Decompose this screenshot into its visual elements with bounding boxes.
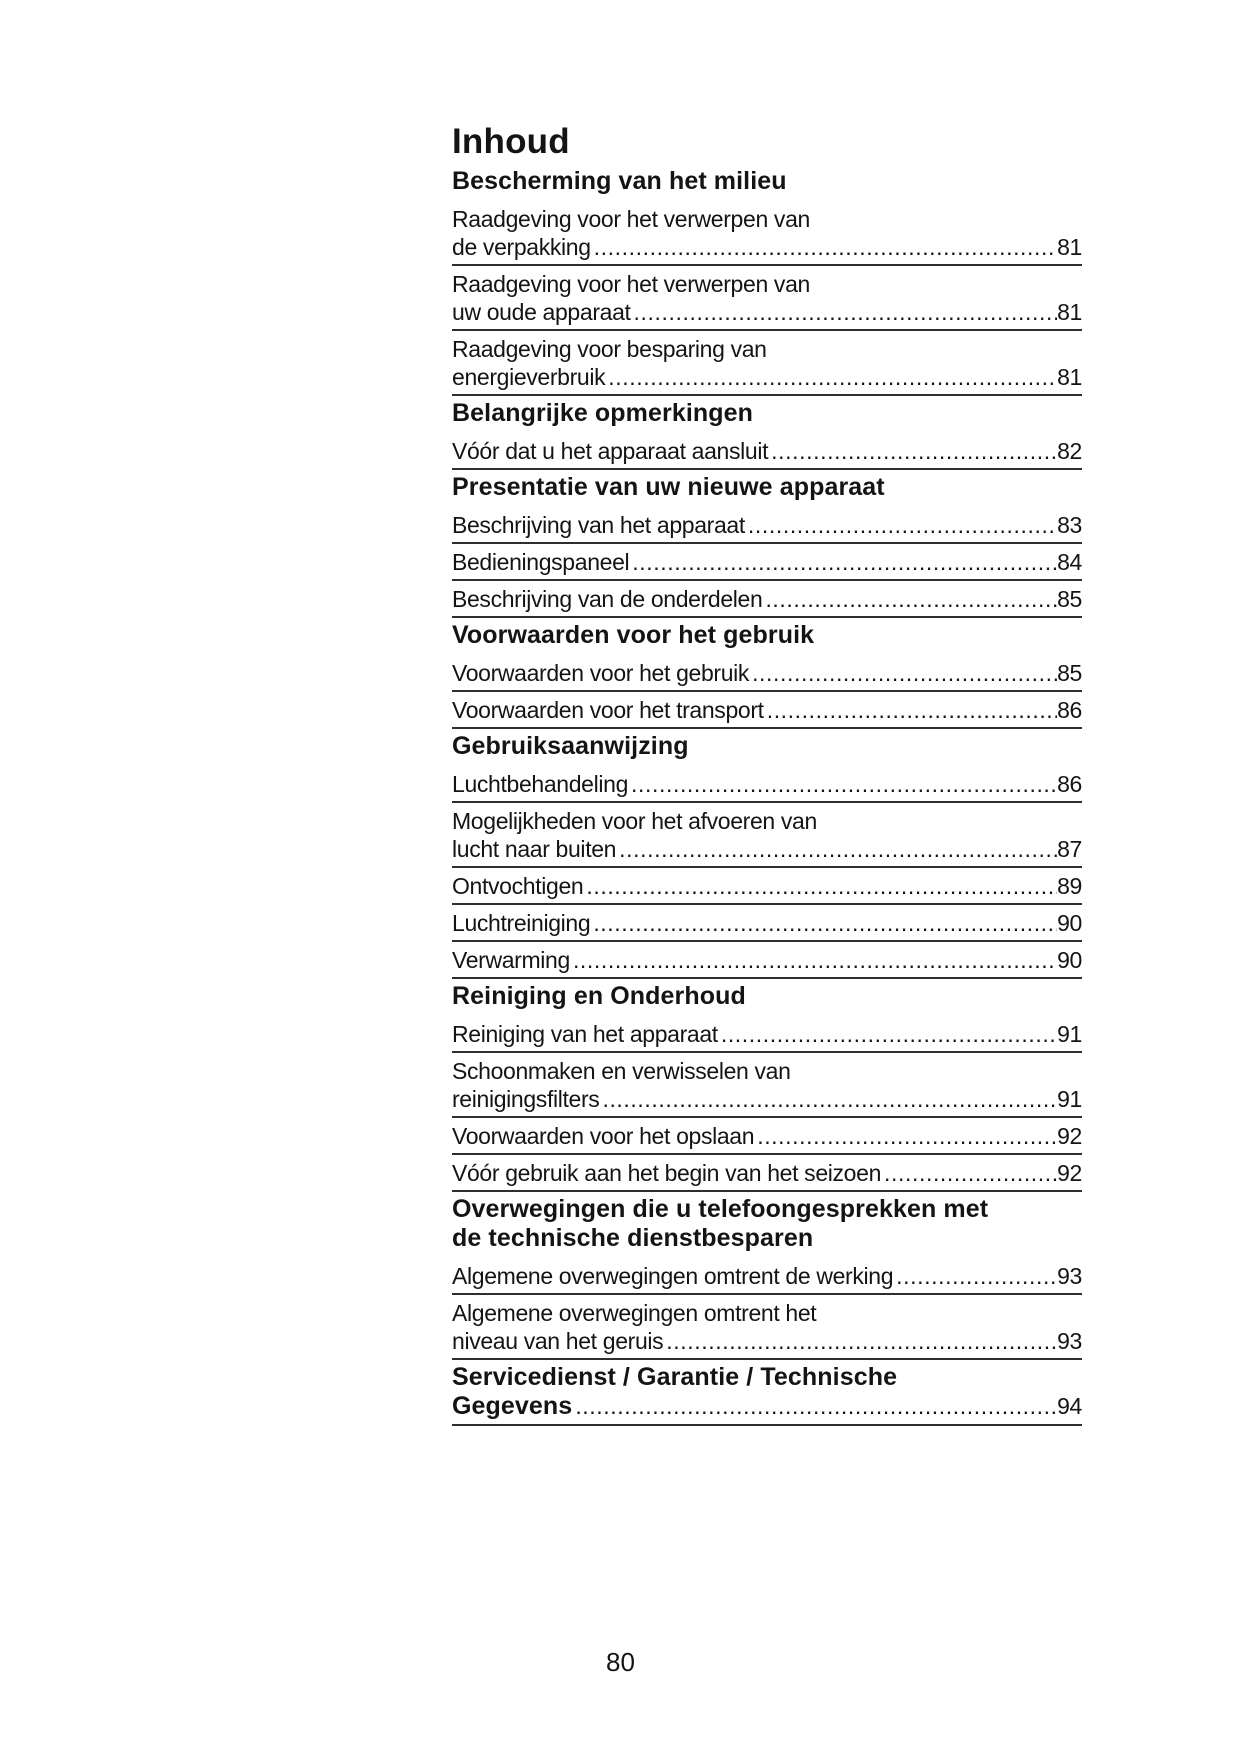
toc-line bbox=[452, 835, 1082, 863]
toc-entry-text: Algemene overwegingen omtrent het bbox=[452, 1300, 817, 1326]
toc-section bbox=[452, 1360, 1082, 1426]
toc-line bbox=[452, 1327, 1082, 1355]
dot-leader bbox=[586, 872, 1057, 900]
page-reference: 81 bbox=[1057, 234, 1082, 260]
dot-leader bbox=[608, 363, 1057, 391]
toc-section bbox=[452, 979, 1082, 1192]
section-heading bbox=[452, 1360, 1082, 1426]
toc-line bbox=[452, 1122, 1082, 1150]
page-reference: 86 bbox=[1057, 697, 1082, 723]
dot-leader bbox=[602, 1085, 1057, 1113]
toc-entry-text: Ontvochtigen bbox=[452, 873, 584, 899]
dot-leader bbox=[594, 233, 1057, 261]
toc-entry-text: Raadgeving voor besparing van bbox=[452, 336, 767, 362]
dot-leader bbox=[757, 1122, 1057, 1150]
toc-line bbox=[452, 298, 1082, 326]
toc-line bbox=[452, 1020, 1082, 1048]
section-heading bbox=[452, 729, 1082, 766]
toc-entry-text: Mogelijkheden voor het afvoeren van bbox=[452, 808, 817, 834]
section-heading bbox=[452, 164, 1082, 201]
dot-leader bbox=[634, 298, 1058, 326]
toc-entry-text: Voorwaarden voor het transport bbox=[452, 697, 764, 723]
dot-leader bbox=[631, 770, 1057, 798]
dot-leader bbox=[765, 585, 1057, 613]
page-reference: 92 bbox=[1057, 1160, 1082, 1186]
toc-line bbox=[452, 1392, 1082, 1421]
page-reference: 86 bbox=[1057, 771, 1082, 797]
toc-entry bbox=[452, 1118, 1082, 1155]
toc-line bbox=[452, 585, 1082, 613]
dot-leader bbox=[666, 1327, 1057, 1355]
toc-section bbox=[452, 396, 1082, 470]
toc-entry bbox=[452, 201, 1082, 266]
toc-entry-text: energieverbruik bbox=[452, 364, 606, 390]
toc-line bbox=[452, 909, 1082, 937]
page-reference: 93 bbox=[1057, 1328, 1082, 1354]
toc-entry bbox=[452, 1258, 1082, 1295]
page-reference: 85 bbox=[1057, 586, 1082, 612]
section-heading bbox=[452, 618, 1082, 655]
toc-line bbox=[452, 363, 1082, 391]
page-reference: 92 bbox=[1057, 1123, 1082, 1149]
section-heading bbox=[452, 470, 1082, 507]
toc-entry-text: Raadgeving voor het verwerpen van bbox=[452, 206, 810, 232]
toc-entry bbox=[452, 331, 1082, 396]
toc-line bbox=[452, 1159, 1082, 1187]
page-number: 80 bbox=[606, 1647, 635, 1677]
section-heading-text: Gegevens bbox=[452, 1392, 573, 1420]
dot-leader bbox=[573, 946, 1057, 974]
toc-entry-text: Beschrijving van het apparaat bbox=[452, 512, 745, 538]
page-reference: 89 bbox=[1057, 873, 1082, 899]
dot-leader bbox=[748, 511, 1057, 539]
toc-entry bbox=[452, 655, 1082, 692]
toc-line bbox=[452, 770, 1082, 798]
toc-entry bbox=[452, 692, 1082, 729]
section-heading-text: Reiniging en Onderhoud bbox=[452, 982, 746, 1010]
page-reference: 81 bbox=[1057, 299, 1082, 325]
page-reference: 91 bbox=[1057, 1021, 1082, 1047]
toc-entry-text: Reiniging van het apparaat bbox=[452, 1021, 718, 1047]
toc-entry-text: lucht naar buiten bbox=[452, 836, 617, 862]
toc-section bbox=[452, 164, 1082, 396]
toc-entry bbox=[452, 905, 1082, 942]
toc-entry bbox=[452, 544, 1082, 581]
toc-entry bbox=[452, 1016, 1082, 1053]
toc-section bbox=[452, 1192, 1082, 1360]
toc-entry-text: reinigingsfilters bbox=[452, 1086, 600, 1112]
toc-entry-text: Luchtbehandeling bbox=[452, 771, 629, 797]
toc-title: Inhoud bbox=[452, 122, 570, 161]
page-reference: 90 bbox=[1057, 947, 1082, 973]
toc-entry-text: Bedieningspaneel bbox=[452, 549, 630, 575]
toc-entry-text: Vóór dat u het apparaat aansluit bbox=[452, 438, 769, 464]
dot-leader bbox=[721, 1020, 1057, 1048]
section-heading-text: de technische dienstbesparen bbox=[452, 1224, 814, 1252]
dot-leader bbox=[632, 548, 1057, 576]
toc-entry bbox=[452, 433, 1082, 470]
toc-section bbox=[452, 729, 1082, 979]
toc-entry bbox=[452, 581, 1082, 618]
page-reference: 94 bbox=[1057, 1393, 1082, 1419]
section-heading-text: Overwegingen die u telefoongesprekken met bbox=[452, 1195, 989, 1223]
page-reference: 82 bbox=[1057, 438, 1082, 464]
toc-line bbox=[452, 946, 1082, 974]
section-heading bbox=[452, 1192, 1082, 1258]
toc-entry-text: Vóór gebruik aan het begin van het seizoen bbox=[452, 1160, 882, 1186]
toc-entry-text: de verpakking bbox=[452, 234, 591, 260]
toc-entry-text: Raadgeving voor het verwerpen van bbox=[452, 271, 810, 297]
section-heading bbox=[452, 979, 1082, 1016]
table-of-contents bbox=[452, 120, 1082, 1426]
toc-entry bbox=[452, 1155, 1082, 1192]
page-reference: 91 bbox=[1057, 1086, 1082, 1112]
toc-entry-text: Beschrijving van de onderdelen bbox=[452, 586, 763, 612]
toc-entry bbox=[452, 942, 1082, 979]
page-reference: 90 bbox=[1057, 910, 1082, 936]
toc-section bbox=[452, 618, 1082, 729]
toc-list bbox=[452, 164, 1082, 1426]
page-reference: 84 bbox=[1057, 549, 1082, 575]
toc-line bbox=[452, 1262, 1082, 1290]
toc-entry-text: niveau van het geruis bbox=[452, 1328, 664, 1354]
page-reference: 81 bbox=[1057, 364, 1082, 390]
toc-entry bbox=[452, 1295, 1082, 1360]
toc-entry-text: Algemene overwegingen omtrent de werking bbox=[452, 1263, 894, 1289]
toc-entry-text: Verwarming bbox=[452, 947, 570, 973]
dot-leader bbox=[575, 1392, 1057, 1421]
toc-line bbox=[452, 511, 1082, 539]
dot-leader bbox=[752, 659, 1057, 687]
section-heading-text: Bescherming van het milieu bbox=[452, 167, 787, 195]
toc-entry bbox=[452, 766, 1082, 803]
toc-section bbox=[452, 470, 1082, 618]
section-heading-text: Belangrijke opmerkingen bbox=[452, 399, 753, 427]
dot-leader bbox=[896, 1262, 1057, 1290]
toc-line bbox=[452, 1085, 1082, 1113]
toc-line bbox=[452, 659, 1082, 687]
page-reference: 87 bbox=[1057, 836, 1082, 862]
section-heading-text: Voorwaarden voor het gebruik bbox=[452, 621, 815, 649]
page-reference: 93 bbox=[1057, 1263, 1082, 1289]
section-heading bbox=[452, 396, 1082, 433]
dot-leader bbox=[771, 437, 1057, 465]
toc-line bbox=[452, 233, 1082, 261]
toc-entry-text: uw oude apparaat bbox=[452, 299, 631, 325]
toc-entry bbox=[452, 868, 1082, 905]
page-reference: 83 bbox=[1057, 512, 1082, 538]
section-heading-text: Gebruiksaanwijzing bbox=[452, 732, 689, 760]
dot-leader bbox=[884, 1159, 1057, 1187]
toc-entry-text: Voorwaarden voor het opslaan bbox=[452, 1123, 755, 1149]
toc-line bbox=[452, 548, 1082, 576]
toc-entry bbox=[452, 1053, 1082, 1118]
toc-entry-text: Voorwaarden voor het gebruik bbox=[452, 660, 750, 686]
toc-line bbox=[452, 437, 1082, 465]
section-heading-text: Servicedienst / Garantie / Technische bbox=[452, 1363, 898, 1391]
dot-leader bbox=[619, 835, 1057, 863]
toc-entry-text: Schoonmaken en verwisselen van bbox=[452, 1058, 791, 1084]
toc-entry bbox=[452, 266, 1082, 331]
page-reference: 85 bbox=[1057, 660, 1082, 686]
toc-entry bbox=[452, 507, 1082, 544]
section-heading-text: Presentatie van uw nieuwe apparaat bbox=[452, 473, 885, 501]
toc-entry bbox=[452, 803, 1082, 868]
dot-leader bbox=[767, 696, 1057, 724]
toc-entry-text: Luchtreiniging bbox=[452, 910, 591, 936]
toc-line bbox=[452, 696, 1082, 724]
toc-line bbox=[452, 872, 1082, 900]
dot-leader bbox=[593, 909, 1057, 937]
